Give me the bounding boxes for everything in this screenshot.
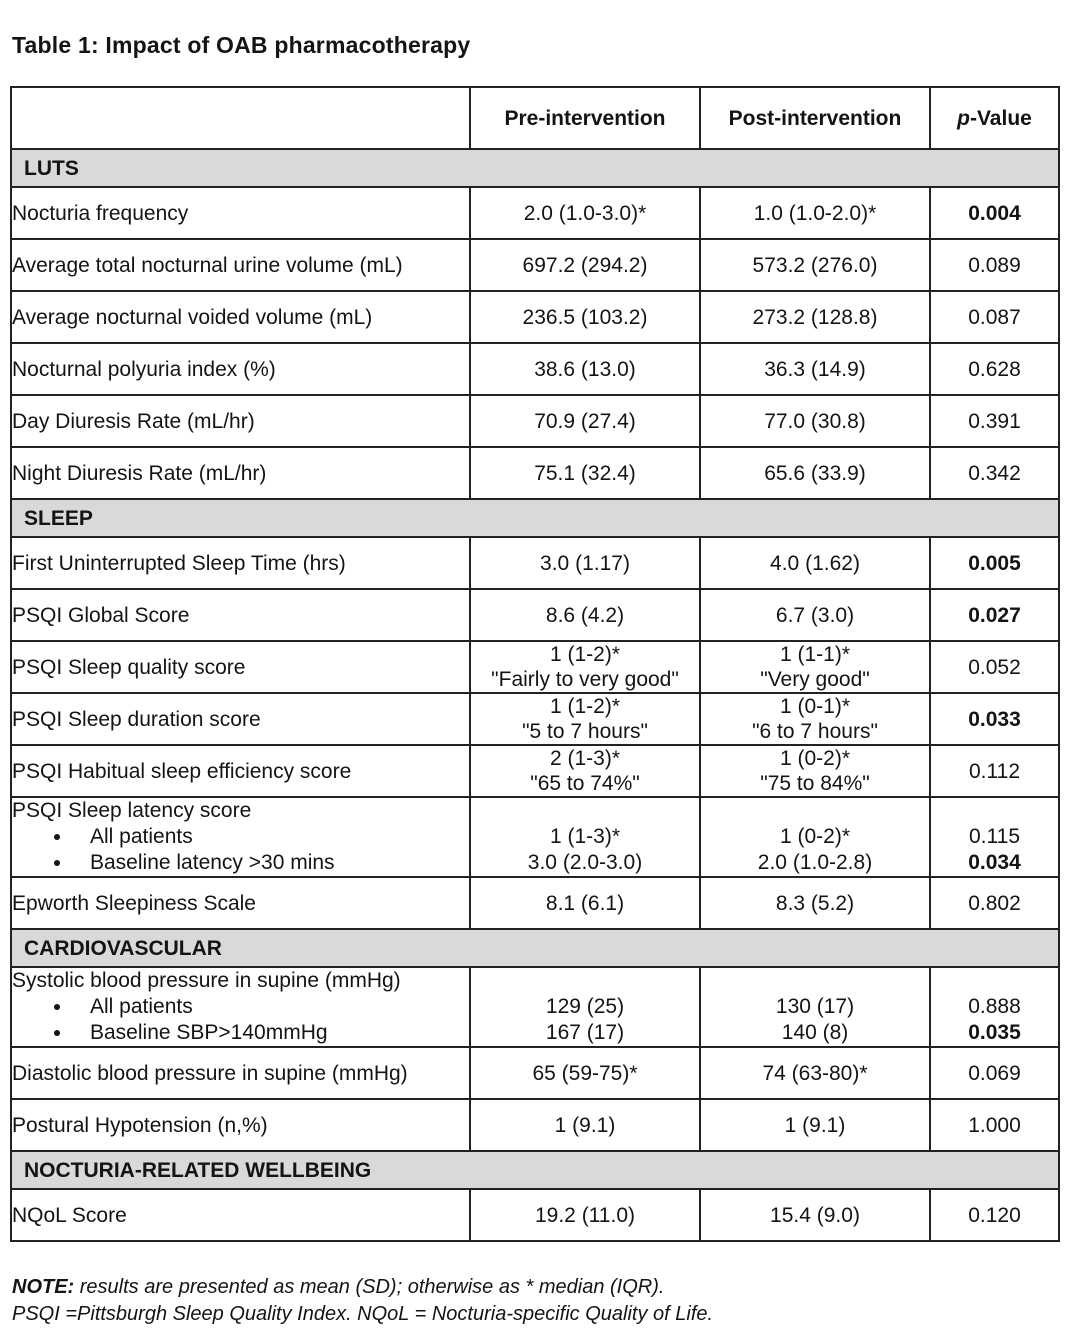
row-label-main: Systolic blood pressure in supine (mmHg)	[12, 969, 401, 992]
section-label: SLEEP	[11, 499, 1059, 537]
row-label: Average nocturnal voided volume (mL)	[11, 291, 470, 343]
pre-value	[470, 797, 700, 877]
post-value	[700, 693, 930, 745]
post-value-line1: 1 (0-2)*	[779, 825, 851, 848]
p-value-line2: 0.034	[968, 851, 1021, 874]
table-row	[11, 291, 1059, 343]
row-label: Postural Hypotension (n,%)	[11, 1099, 470, 1151]
row-label: First Uninterrupted Sleep Time (hrs)	[11, 537, 470, 589]
section-label: NOCTURIA-RELATED WELLBEING	[11, 1151, 1059, 1189]
section-label: CARDIOVASCULAR	[11, 929, 1059, 967]
p-value-line2: 0.035	[968, 1021, 1021, 1044]
pre-value: 697.2 (294.2)	[470, 239, 700, 291]
post-value-line2: "6 to 7 hours"	[752, 720, 878, 743]
pre-value: 3.0 (1.17)	[470, 537, 700, 589]
p-value: 0.628	[930, 343, 1059, 395]
post-value: 4.0 (1.62)	[700, 537, 930, 589]
pre-value: 8.6 (4.2)	[470, 589, 700, 641]
pre-value: 8.1 (6.1)	[470, 877, 700, 929]
table-row	[11, 395, 1059, 447]
table-header-row	[11, 87, 1059, 149]
section-luts	[11, 149, 1059, 187]
section-wellbeing	[11, 1151, 1059, 1189]
pre-value: 236.5 (103.2)	[470, 291, 700, 343]
pre-value-line2: 167 (17)	[545, 1021, 625, 1044]
post-value-line2: "75 to 84%"	[760, 772, 870, 795]
row-label	[11, 797, 470, 877]
row-label: Day Diuresis Rate (mL/hr)	[11, 395, 470, 447]
bullet-item: Baseline SBP>140mmHg	[12, 1020, 469, 1046]
section-sleep	[11, 499, 1059, 537]
table-row	[11, 693, 1059, 745]
table-row	[11, 1099, 1059, 1151]
pre-value-line2: 3.0 (2.0-3.0)	[527, 851, 643, 874]
header-pvalue: p-Value	[930, 87, 1059, 149]
row-label: PSQI Sleep duration score	[11, 693, 470, 745]
table-row	[11, 745, 1059, 797]
row-label: NQoL Score	[11, 1189, 470, 1241]
post-value	[700, 797, 930, 877]
table-row	[11, 447, 1059, 499]
bullet-item: All patients	[12, 994, 469, 1020]
post-value-line2: 140 (8)	[781, 1021, 849, 1044]
footnote-line2: PSQI =Pittsburgh Sleep Quality Index. NQoL = Nocturia-specific Quality of Life.	[12, 1303, 714, 1325]
post-value-line1: 1 (0-1)*	[779, 695, 851, 718]
p-value-line1: 0.115	[969, 825, 1020, 848]
bullet-item: Baseline latency >30 mins	[12, 850, 469, 876]
row-label: PSQI Habitual sleep efficiency score	[11, 745, 470, 797]
pre-value	[470, 693, 700, 745]
post-value: 74 (63-80)*	[700, 1047, 930, 1099]
p-value	[930, 797, 1059, 877]
pre-value-line2: "Fairly to very good"	[491, 668, 679, 691]
results-table	[10, 86, 1060, 1242]
table-row	[11, 967, 1059, 1047]
pre-value-line1: 2 (1-3)*	[549, 747, 621, 770]
post-value: 1 (9.1)	[700, 1099, 930, 1151]
pre-value-line1: 1 (1-3)*	[549, 825, 621, 848]
p-value: 0.027	[930, 589, 1059, 641]
table-row	[11, 877, 1059, 929]
pre-value: 75.1 (32.4)	[470, 447, 700, 499]
table-row	[11, 1047, 1059, 1099]
row-label: PSQI Sleep quality score	[11, 641, 470, 693]
post-value	[700, 641, 930, 693]
post-value	[700, 745, 930, 797]
p-value: 0.069	[930, 1047, 1059, 1099]
section-cardiovascular	[11, 929, 1059, 967]
post-value: 573.2 (276.0)	[700, 239, 930, 291]
post-value-line2: 2.0 (1.0-2.8)	[757, 851, 873, 874]
table-row	[11, 537, 1059, 589]
post-value-line1: 1 (0-2)*	[779, 747, 851, 770]
pre-value: 19.2 (11.0)	[470, 1189, 700, 1241]
pre-value-line2: "5 to 7 hours"	[522, 720, 648, 743]
post-value-line1: 130 (17)	[775, 995, 855, 1018]
table-row	[11, 641, 1059, 693]
pre-value-line1: 1 (1-2)*	[549, 643, 621, 666]
pre-value	[470, 745, 700, 797]
post-value: 65.6 (33.9)	[700, 447, 930, 499]
p-value: 0.005	[930, 537, 1059, 589]
header-pre: Pre-intervention	[470, 87, 700, 149]
pre-value: 38.6 (13.0)	[470, 343, 700, 395]
post-value	[700, 967, 930, 1047]
table-title: Table 1: Impact of OAB pharmacotherapy	[12, 32, 471, 58]
row-label	[11, 967, 470, 1047]
header-blank	[11, 87, 470, 149]
p-value: 1.000	[930, 1099, 1059, 1151]
post-value: 6.7 (3.0)	[700, 589, 930, 641]
table-row	[11, 239, 1059, 291]
pre-value: 1 (9.1)	[470, 1099, 700, 1151]
table-footnote	[12, 1274, 713, 1328]
table-row	[11, 589, 1059, 641]
row-label: Average total nocturnal urine volume (mL)	[11, 239, 470, 291]
post-value: 1.0 (1.0-2.0)*	[700, 187, 930, 239]
pre-value-line2: "65 to 74%"	[530, 772, 640, 795]
table-row	[11, 343, 1059, 395]
header-post: Post-intervention	[700, 87, 930, 149]
row-label: Epworth Sleepiness Scale	[11, 877, 470, 929]
post-value-line1: 1 (1-1)*	[779, 643, 851, 666]
post-value: 8.3 (5.2)	[700, 877, 930, 929]
p-value: 0.120	[930, 1189, 1059, 1241]
section-label: LUTS	[11, 149, 1059, 187]
p-value: 0.112	[930, 745, 1059, 797]
p-value: 0.342	[930, 447, 1059, 499]
p-value: 0.391	[930, 395, 1059, 447]
row-label: Nocturia frequency	[11, 187, 470, 239]
pre-value: 2.0 (1.0-3.0)*	[470, 187, 700, 239]
post-value: 15.4 (9.0)	[700, 1189, 930, 1241]
row-label: Nocturnal polyuria index (%)	[11, 343, 470, 395]
p-value: 0.089	[930, 239, 1059, 291]
table-row	[11, 797, 1059, 877]
p-value: 0.802	[930, 877, 1059, 929]
footnote-line1: NOTE: results are presented as mean (SD); otherwise as * median (IQR).	[12, 1276, 665, 1298]
p-value: 0.087	[930, 291, 1059, 343]
post-value: 36.3 (14.9)	[700, 343, 930, 395]
p-value: 0.052	[930, 641, 1059, 693]
pre-value-line1: 1 (1-2)*	[549, 695, 621, 718]
row-label: PSQI Global Score	[11, 589, 470, 641]
pre-value-line1: 129 (25)	[545, 995, 625, 1018]
post-value: 77.0 (30.8)	[700, 395, 930, 447]
table-row	[11, 187, 1059, 239]
row-label-main: PSQI Sleep latency score	[12, 799, 252, 822]
p-value-line1: 0.888	[968, 995, 1021, 1018]
bullet-item: All patients	[12, 824, 469, 850]
p-value	[930, 967, 1059, 1047]
p-value: 0.033	[930, 693, 1059, 745]
row-label: Night Diuresis Rate (mL/hr)	[11, 447, 470, 499]
table-row	[11, 1189, 1059, 1241]
post-value: 273.2 (128.8)	[700, 291, 930, 343]
row-label: Diastolic blood pressure in supine (mmHg)	[11, 1047, 470, 1099]
p-value: 0.004	[930, 187, 1059, 239]
post-value-line2: "Very good"	[760, 668, 870, 691]
pre-value	[470, 641, 700, 693]
pre-value	[470, 967, 700, 1047]
pre-value: 65 (59-75)*	[470, 1047, 700, 1099]
pre-value: 70.9 (27.4)	[470, 395, 700, 447]
